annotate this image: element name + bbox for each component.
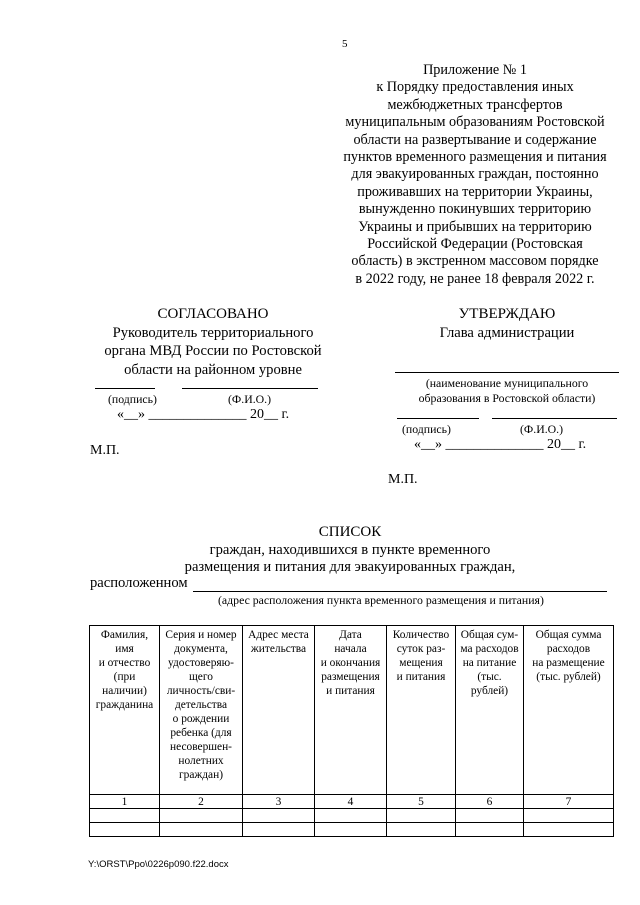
header-line: мещения	[399, 657, 443, 669]
header-line: о рождении	[172, 713, 230, 725]
agreed-line-2: органа МВД России по Ростовской	[104, 343, 322, 359]
address-line	[193, 591, 607, 592]
header-accommodation-costs	[524, 626, 614, 795]
appendix-header	[320, 62, 630, 288]
header-line: Фамилия,	[100, 629, 149, 641]
appendix-line: в 2022 году, не ранее 18 февраля 2022 г.	[355, 270, 595, 287]
header-line: (при	[113, 671, 136, 683]
appendix-line: вынужденно покинувших территорию	[358, 201, 592, 218]
approve-name-line	[492, 418, 617, 419]
header-line: Дата	[339, 629, 362, 641]
header-line: суток раз-	[396, 643, 446, 655]
column-number: 5	[387, 795, 456, 809]
header-line: граждан)	[178, 769, 224, 781]
agreed-heading: СОГЛАСОВАНО	[157, 306, 269, 322]
header-line: и питания	[326, 685, 375, 697]
approve-stamp: М.П.	[388, 472, 418, 487]
agreed-signature-line	[95, 388, 155, 389]
column-number: 3	[243, 795, 315, 809]
citizens-table	[89, 625, 614, 837]
list-heading: СПИСОК	[318, 524, 382, 540]
header-food-costs	[456, 626, 524, 795]
appendix-line: Российской Федерации (Ростовская	[367, 236, 583, 253]
list-title-block	[90, 524, 610, 577]
header-line: Общая сумма	[535, 629, 602, 641]
approve-date: «__» ______________ 20__ г.	[414, 437, 587, 452]
appendix-line: Украины и прибывших на территорию	[358, 218, 592, 235]
agreed-date: «__» ______________ 20__ г.	[117, 407, 290, 422]
header-document	[160, 626, 243, 795]
header-line: несовершен-	[170, 741, 232, 753]
header-line: начала	[334, 643, 367, 655]
header-line: Общая сум-	[460, 629, 519, 641]
header-line: (тыс.	[477, 671, 502, 683]
approve-signature-label: (подпись)	[402, 422, 451, 436]
address-caption: (адрес расположения пункта временного размещения и питания)	[218, 593, 544, 607]
table-row	[90, 823, 614, 837]
column-number: 1	[90, 795, 160, 809]
agreed-stamp: М.П.	[90, 443, 120, 458]
header-line: рублей)	[470, 685, 509, 697]
footer-file-path: Y:\ORST\Ppo\0226p090.f22.docx	[88, 859, 229, 870]
header-line: Адрес места	[248, 629, 309, 641]
header-line: Серия и номер	[165, 629, 237, 641]
municipality-name-line	[395, 372, 619, 373]
page-number: 5	[342, 38, 348, 50]
header-line: размещения	[321, 671, 380, 683]
list-title-line-1: граждан, находившихся в пункте временного	[209, 541, 491, 558]
header-line: детельства	[174, 699, 228, 711]
header-line: (тыс. рублей)	[536, 671, 601, 683]
approve-heading: УТВЕРЖДАЮ	[458, 306, 556, 322]
header-full-name	[90, 626, 160, 795]
header-line: наличии)	[102, 685, 147, 697]
header-line: на размещение	[532, 657, 605, 669]
appendix-line: для эвакуированных граждан, постоянно	[351, 166, 599, 183]
agreed-name-line	[182, 388, 318, 389]
agreed-name-label: (Ф.И.О.)	[228, 392, 272, 406]
table-number-row	[90, 795, 614, 809]
column-number: 6	[456, 795, 524, 809]
header-line: расходов	[546, 643, 591, 655]
appendix-line: к Порядку предоставления иных	[376, 79, 574, 96]
approve-signature-line	[397, 418, 479, 419]
agreed-line-3: области на районном уровне	[124, 361, 302, 378]
header-line: и отчество	[98, 657, 151, 669]
column-number: 7	[524, 795, 614, 809]
header-line: имя	[115, 643, 134, 655]
located-label: расположенном	[90, 575, 188, 591]
agreed-line-1: Руководитель территориального	[112, 324, 314, 341]
header-line: Количество	[392, 629, 450, 641]
header-line: и окончания	[320, 657, 381, 669]
municipality-caption: (наименование муниципального образования в Ростовской области)	[418, 376, 596, 405]
table-row	[90, 809, 614, 823]
appendix-line: Приложение № 1	[423, 62, 527, 78]
header-line: ребенка (для	[170, 727, 232, 739]
header-days-count	[387, 626, 456, 795]
appendix-line: муниципальным образованиям Ростовской	[345, 114, 605, 131]
appendix-line: проживавших на территории Украины,	[357, 183, 593, 200]
header-line: щего	[189, 671, 213, 683]
column-number: 4	[315, 795, 387, 809]
header-line: документа,	[174, 643, 228, 655]
appendix-line: область) в экстренном массовом порядке	[351, 253, 599, 270]
header-address	[243, 626, 315, 795]
list-title-line-2: размещения и питания для эвакуированных граждан,	[184, 559, 516, 575]
table-header-row	[90, 626, 614, 795]
column-number: 2	[160, 795, 243, 809]
header-line: жительства	[250, 643, 307, 655]
appendix-line: области на развертывание и содержание	[353, 131, 597, 148]
approval-agreed-block	[88, 305, 338, 379]
approval-approve-block	[392, 305, 622, 342]
header-line: ма расходов	[460, 643, 519, 655]
header-line: гражданина	[95, 699, 154, 711]
agreed-signature-label: (подпись)	[108, 392, 157, 406]
header-line: нолетних	[178, 755, 224, 767]
header-line: удостоверяю-	[168, 657, 234, 669]
appendix-line: пунктов временного размещения и питания	[343, 149, 607, 166]
appendix-line: межбюджетных трансфертов	[387, 96, 563, 113]
approve-name-label: (Ф.И.О.)	[520, 422, 564, 436]
header-line: личность/сви-	[166, 685, 236, 697]
approve-line: Глава администрации	[439, 324, 575, 341]
header-line: на питание	[462, 657, 517, 669]
header-dates	[315, 626, 387, 795]
header-line: и питания	[396, 671, 446, 683]
